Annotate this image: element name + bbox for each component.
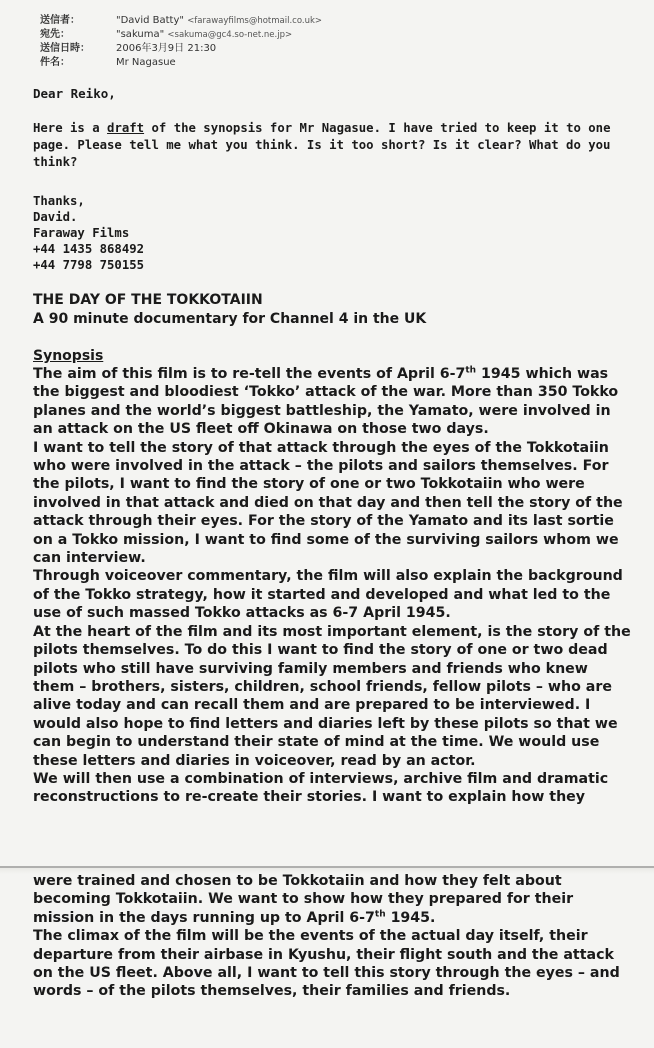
synopsis-paragraph-5-top: We will then use a combination of interviews, archive film and dramatic reconstructions to re-create their stories. I want to explain how they: [33, 770, 609, 806]
signature-line: Faraway Films: [33, 226, 130, 240]
title-line-1: THE DAY OF THE TOKKOTAIIN: [33, 292, 263, 308]
signature-line: David.: [33, 210, 78, 224]
to-name: "sakuma": [116, 29, 165, 40]
from-name: "David Batty": [116, 15, 184, 26]
subject-label: 件名：: [40, 57, 70, 68]
synopsis-paragraph-1: The aim of this film is to re-tell the events of April 6-7th 1945 which was the biggest and bloodiest ‘Tokko’ attack of the war. More than 350 Tokko planes and the world’s biggest battleship, the Yamato, were involved in an attack on the US fleet off Okinawa on those two days.: [33, 365, 619, 438]
email-header: [40, 14, 322, 70]
synopsis-paragraph-6: The climax of the film will be the events of the actual day itself, their departure from their airbase in Kyushu, their flight south and the attack on the US fleet. Above all, I want to tell this story through the eyes – and words – of the pilots themselves, their families and friends.: [33, 928, 620, 1000]
letter-body: [33, 86, 633, 807]
draft-word: draft: [107, 121, 145, 135]
subject-value: Mr Nagasue: [116, 57, 176, 68]
synopsis-paragraph-5-bottom: were trained and chosen to be Tokkotaiin and how they felt about becoming Tokkotaiin. We want to show how they prepared for their mission in the days running up to April 6-7th 1945.: [33, 873, 574, 926]
date-label: 送信日時：: [40, 43, 90, 54]
greeting: Dear Reiko,: [33, 86, 116, 101]
synopsis-paragraph-3: Through voiceover commentary, the film will also explain the background of the Tokko strategy, how it started and developed and what led to the use of such massed Tokko attacks as 6-7 April 1945.: [33, 568, 623, 622]
synopsis-heading: Synopsis: [33, 348, 104, 364]
header-date-row: [40, 42, 322, 56]
scan-fold-line: [0, 866, 654, 868]
header-from-row: [40, 14, 322, 28]
from-email: <farawayfilms@hotmail.co.uk>: [187, 16, 323, 26]
signature-line: +44 7798 750155: [33, 258, 145, 272]
intro-text: Here is a draft of the synopsis for Mr Nagasue. I have tried to keep it to one page. Please tell me what you think. Is it too short? Is it clear? What do you think?: [33, 121, 611, 169]
date-value: 2006年3月9日 21:30: [116, 43, 217, 54]
document-title: [33, 291, 633, 329]
signature-line: +44 1435 868492: [33, 242, 145, 256]
header-to-row: [40, 28, 322, 42]
signature-block: [33, 193, 633, 273]
signature-line: Thanks,: [33, 194, 85, 208]
letter-body-continued: [33, 872, 633, 1001]
to-email: <sakuma@gc4.so-net.ne.jp>: [167, 30, 293, 40]
header-subject-row: [40, 56, 322, 70]
from-label: 送信者：: [40, 15, 80, 26]
title-line-2: A 90 minute documentary for Channel 4 in the UK: [33, 311, 427, 327]
to-label: 宛先：: [40, 29, 70, 40]
synopsis-paragraph-4: At the heart of the film and its most important element, is the story of the pilots themselves. To do this I want to find the story of one or two dead pilots who still have surviving family members and friends who knew them – brothers, sisters, children, school friends, fellow pilots – who are alive today and can recall them and are prepared to be interviewed. I would also hope to find letters and diaries left by these pilots so that we can begin to understand their state of mind at the time. We would use these letters and diaries in voiceover, read by an actor.: [33, 623, 631, 769]
synopsis-paragraph-2: I want to tell the story of that attack through the eyes of the Tokkotaiin who were involved in the attack – the pilots and sailors themselves. For the pilots, I want to find the story of one or two Tokkotaiin who were involved in that attack and died on that day and then tell the story of the attack through their eyes. For the story of the Yamato and its last sortie on a Tokko mission, I want to find some of the surviving sailors whom we can interview.: [33, 439, 623, 567]
